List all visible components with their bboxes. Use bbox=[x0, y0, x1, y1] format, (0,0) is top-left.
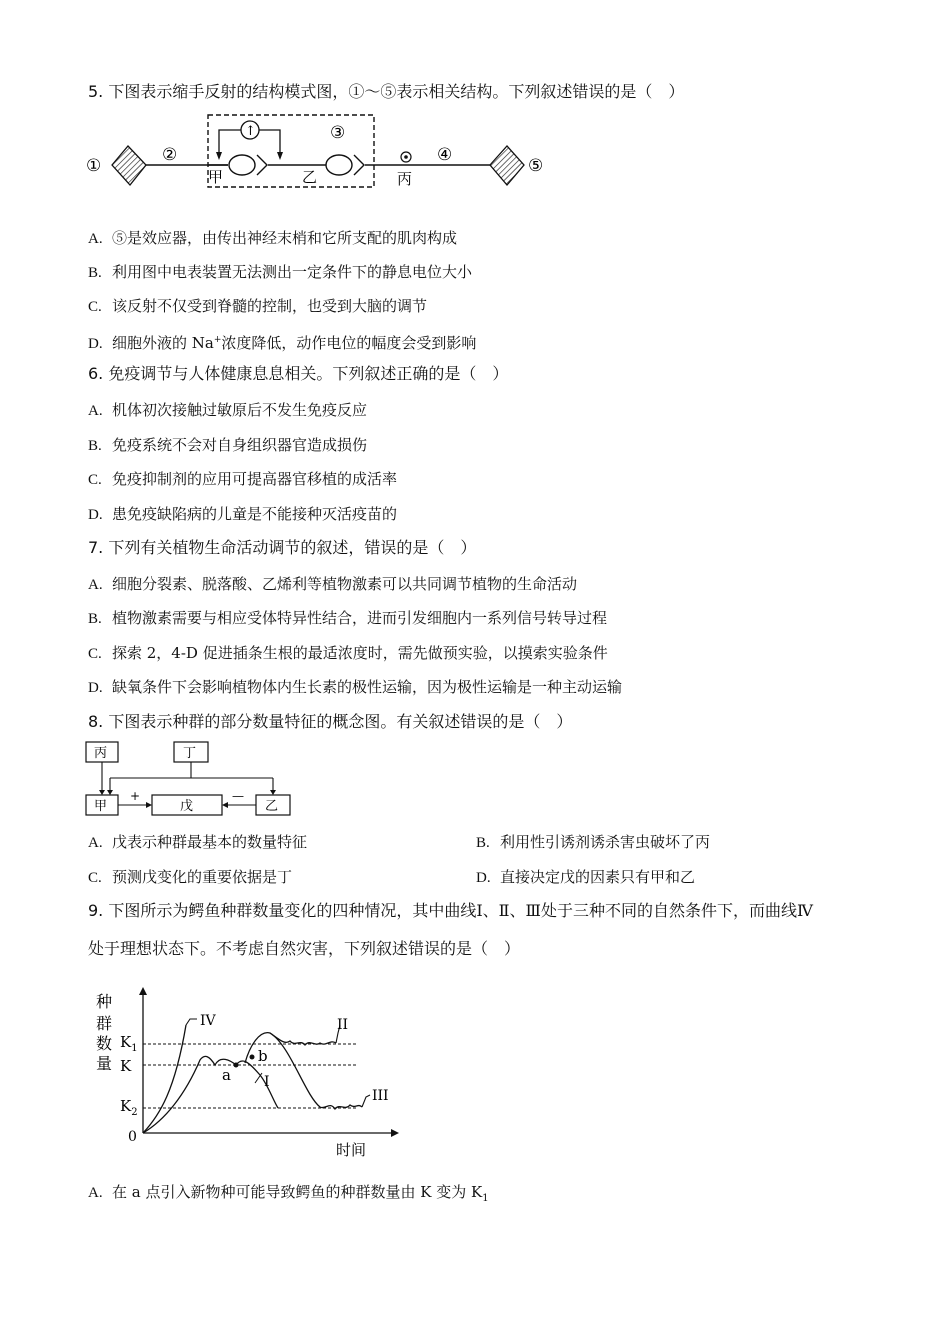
population-concept-diagram bbox=[84, 740, 294, 820]
svg-text:b: b bbox=[258, 1047, 268, 1065]
q7-option-a: A. 细胞分裂素、脱落酸、乙烯利等植物激素可以共同调节植物的生命活动 bbox=[88, 575, 578, 593]
svg-text:a: a bbox=[222, 1066, 231, 1084]
svg-text:II: II bbox=[337, 1017, 349, 1033]
svg-text:↑: ↑ bbox=[245, 124, 256, 139]
origin-label: 0 bbox=[128, 1129, 137, 1145]
q8-option-c: C. 预测戊变化的重要依据是丁 bbox=[88, 868, 293, 886]
q5-option-b: B. 利用图中电表装置无法测出一定条件下的静息电位大小 bbox=[88, 263, 473, 281]
question-5-stem bbox=[88, 82, 684, 102]
svg-text:数: 数 bbox=[96, 1034, 113, 1053]
q8-option-d: D. 直接决定戊的因素只有甲和乙 bbox=[476, 868, 696, 886]
q5-option-a: A. ⑤是效应器，由传出神经末梢和它所支配的肌肉构成 bbox=[88, 229, 458, 247]
label-4: ④ bbox=[437, 145, 453, 165]
k1-label: $K_1$ bbox=[120, 1033, 138, 1054]
spinal-cord-box bbox=[208, 115, 374, 187]
question-number: 5. bbox=[88, 82, 104, 101]
point-b bbox=[250, 1055, 255, 1060]
question-6-stem: 6. 免疫调节与人体健康息息相关。下列叙述正确的是（ ） bbox=[88, 364, 509, 383]
svg-text:+: + bbox=[130, 789, 141, 803]
point-a bbox=[234, 1063, 239, 1068]
label-5: ⑤ bbox=[528, 156, 544, 176]
question-9-stem-line1: 9. 下图所示为鳄鱼种群数量变化的四种情况，其中曲线Ⅰ、Ⅱ、Ⅲ处于三种不同的自然条件下，而曲线Ⅳ bbox=[88, 901, 813, 920]
svg-text:乙: 乙 bbox=[265, 799, 279, 814]
x-axis-label: 时间 bbox=[336, 1141, 367, 1159]
q6-option-a: A. 机体初次接触过敏原后不发生免疫反应 bbox=[88, 401, 368, 419]
q9-option-a: A. 在 a 点引入新物种可能导致鳄鱼的种群数量由 K 变为 $K_1$ bbox=[88, 1183, 489, 1204]
svg-text:量: 量 bbox=[96, 1054, 113, 1073]
label-yi: 乙 bbox=[302, 168, 318, 186]
svg-text:甲: 甲 bbox=[94, 799, 108, 814]
question-8-stem: 8. 下图表示种群的部分数量特征的概念图。有关叙述错误的是（ ） bbox=[88, 712, 573, 731]
question-7-stem: 7. 下列有关植物生命活动调节的叙述，错误的是（ ） bbox=[88, 538, 477, 557]
q6-option-b: B. 免疫系统不会对自身组织器官造成损伤 bbox=[88, 436, 368, 454]
svg-text:I: I bbox=[264, 1074, 270, 1090]
q8-option-a: A. 戊表示种群最基本的数量特征 bbox=[88, 833, 308, 851]
svg-text:III: III bbox=[372, 1088, 389, 1104]
effector-shape bbox=[490, 146, 524, 185]
svg-text:种: 种 bbox=[96, 992, 113, 1011]
svg-text:戊: 戊 bbox=[180, 799, 194, 814]
svg-text:群: 群 bbox=[96, 1014, 113, 1033]
label-1: ① bbox=[86, 156, 102, 176]
curve-i bbox=[143, 1056, 278, 1133]
q7-option-d: D. 缺氧条件下会影响植物体内生长素的极性运输，因为极性运输是一种主动运输 bbox=[88, 678, 623, 696]
label-jia: 甲 bbox=[208, 168, 224, 186]
k2-label: $K_2$ bbox=[120, 1097, 138, 1118]
q8-option-b: B. 利用性引诱剂诱杀害虫破坏了丙 bbox=[476, 833, 711, 851]
question-9-stem-line2: 处于理想状态下。不考虑自然灾害，下列叙述错误的是（ ） bbox=[88, 939, 521, 958]
label-2: ② bbox=[162, 145, 178, 165]
q7-option-b: B. 植物激素需要与相应受体特异性结合，进而引发细胞内一系列信号转导过程 bbox=[88, 609, 608, 627]
q5-option-c: C. 该反射不仅受到脊髓的控制，也受到大脑的调节 bbox=[88, 297, 428, 315]
svg-text:丙: 丙 bbox=[94, 746, 108, 761]
label-3: ③ bbox=[330, 123, 346, 143]
crocodile-population-chart bbox=[90, 985, 410, 1160]
label-bing: 丙 bbox=[397, 170, 413, 188]
neuron-body-1 bbox=[229, 155, 255, 175]
q6-option-c: C. 免疫抑制剂的应用可提高器官移植的成活率 bbox=[88, 470, 398, 488]
k-label: K bbox=[120, 1057, 132, 1075]
svg-text:丁: 丁 bbox=[183, 746, 197, 761]
svg-text:IV: IV bbox=[200, 1013, 216, 1029]
question-text: 下图表示缩手反射的结构模式图，①～⑤表示相关结构。下列叙述错误的是（ ） bbox=[108, 82, 685, 101]
q5-option-d: D. 细胞外液的 Na+浓度降低，动作电位的幅度会受到影响 bbox=[88, 334, 477, 352]
receptor-shape bbox=[112, 146, 146, 185]
q6-option-d: D. 患免疫缺陷病的儿童是不能接种灭活疫苗的 bbox=[88, 505, 398, 523]
svg-text:—: — bbox=[232, 789, 244, 803]
neuron-body-2 bbox=[326, 155, 352, 175]
q7-option-c: C. 探索 2，4-D 促进插条生根的最适浓度时，需先做预实验，以摸索实验条件 bbox=[88, 644, 608, 662]
reflex-arc-diagram bbox=[82, 110, 562, 195]
